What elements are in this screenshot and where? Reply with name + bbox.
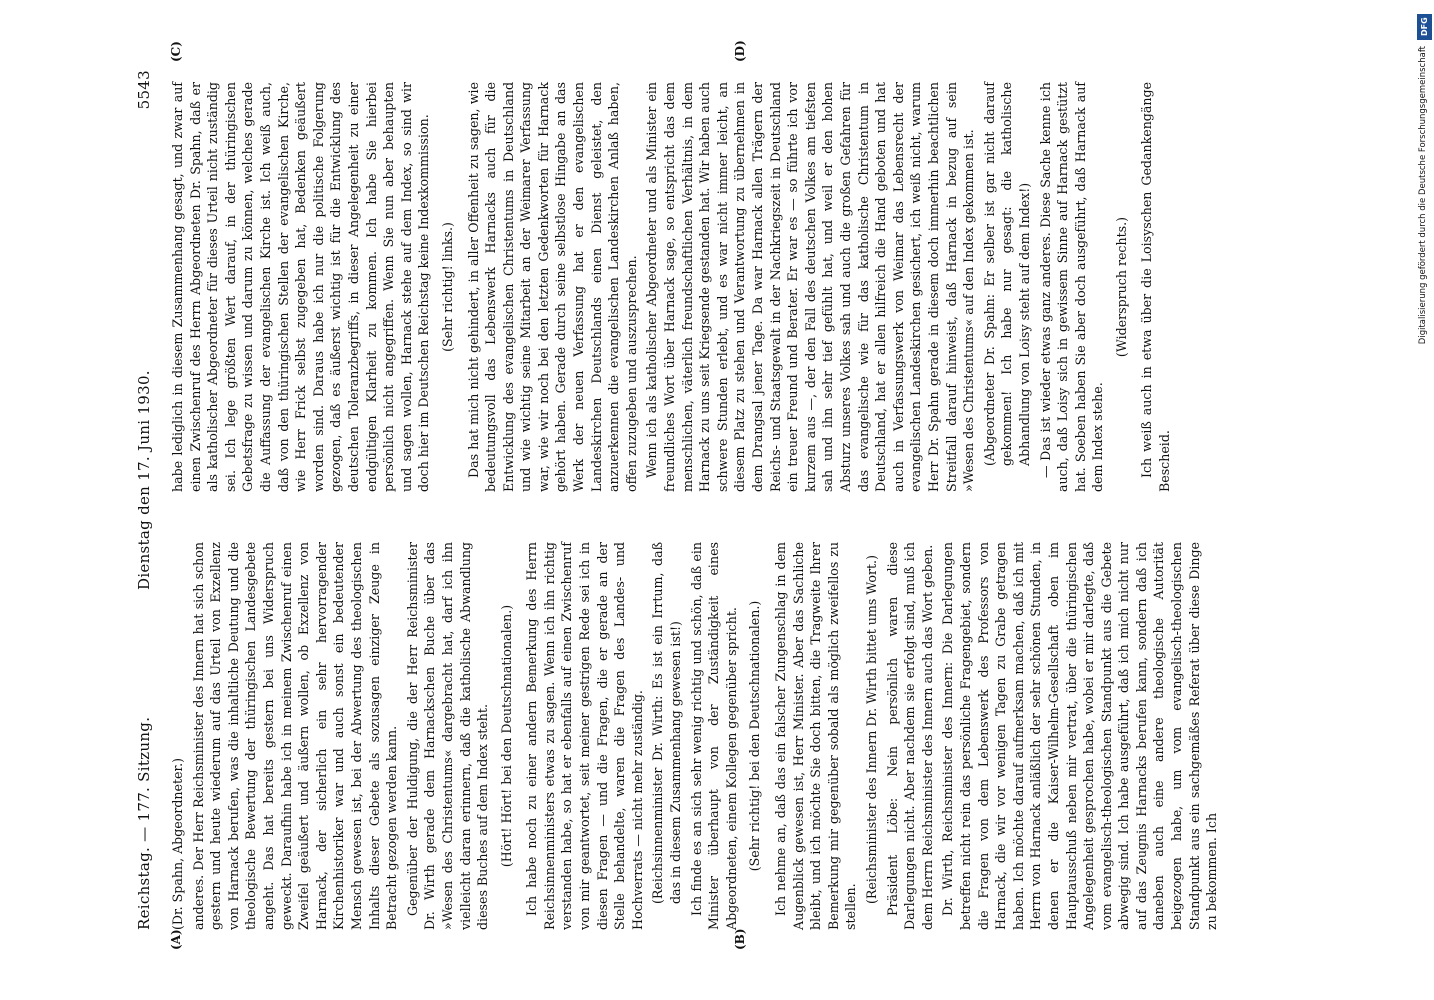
interjection: (Sehr richtig! links.) — [439, 222, 455, 352]
header-date: Dienstag den 17. Juni 1930. — [135, 370, 153, 590]
header-left: Reichstag. — 177. Sitzung. — [135, 716, 153, 930]
interjection: (Reichsminister des Innern Dr. Wirth bittet ums Wort.) — [863, 555, 879, 904]
paragraph: Dr. Wirth, Reichsminister des Innern: Die Darlegungen betreffen nicht rein das persönliche Fragengebiet, sondern die Fragen von dem Lebenswerk des Professors von Harnack, die wir vor wenigen Tagen zu Grabe getragen haben. Ich möchte darauf aufmerksam machen, daß ich mit Herrn von Harnack anläßlich der sehr schönen Stunden, in denen er die Kaiser-Wilhelm-Gesellschaft oben im Hauptausschuß neben mir vertrat, über die thüringischen Angelegenheit gesprochen habe, wobei er mir darlegte, daß vom evangelisch-theologischen Standpunkt aus die Gebete abwegig sind. Ich habe ausgeführt, daß ich mich nicht nur auf das Zeugnis Harnacks berufen kann, sondern daß ich daneben auch eine andere theologische Autorität beigezogen habe, um vom evangelisch-theologischen Standpunkt aus ein sachgemäßes Referat über diese Dinge zu bekommen. Ich — [940, 542, 1220, 930]
paragraph: Wenn ich als katholischer Abgeordneter und als Minister ein freundliches Wort über Harnack sage, so entspricht das dem menschlichen, väterlich freundschaftlichen Verhältnis, in dem Harnack zu uns seit Kriegsende gestanden hat. Wir haben auch schwere Stunden erlebt, und es war nicht immer leicht, an diesem Platz zu stehen und Verantwortung zu übernehmen in dem Drangsal jener Tage. Da war Harnack allen Trägern der Reichs- und Staatsgewalt in der Nachkriegszeit in Deutschland ein treuer Freund und Berater. Er war es — so führte ich vor kurzem aus —, der den Fall des deutschen Volkes am tiefsten sah und ihn sehr tief gefühlt hat, und weil er den hohen Absturz unseres Volkes sah und auch die großen Gefahren für das evangelische wie für das katholische Christentum in Deutschland, hat er allen hilfreich die Hand geboten und hat auch in Verfassungswerk von Weimar das Lebensrecht der evangelischen Landeskirchen gesichert, ich weiß nicht, warum Herr Dr. Spahn gerade in diesem doch immerhin beachtlichen Streitfall darauf hinweist, daß Harnack in bezug auf sein »Wesen des Christentums« auf den Index gekommen ist. — [644, 82, 977, 492]
right-text-column — [169, 82, 1177, 492]
dfg-logo: DFG — [1417, 14, 1432, 40]
margin-marker-a: (A) — [169, 929, 183, 950]
paragraph: habe lediglich in diesem Zusammenhang gesagt, und zwar auf einen Zwischenruf des Herrn Abgeordneten Dr. Spahn, daß er als katholischer Abgeordneter für dieses Urteil nicht zuständig sei. Ich lege größten Wert darauf, in der thüringischen Gebetsfrage zu wissen und darum zu können, welches gerade die Auffassung der evangelischen Kirche ist. Ich weiß auch, daß von den thüringischen Stellen der evangelischen Kirche, wie Herr Frick selbst zugegeben hat, Bedenken geäußert worden sind. Daraus habe ich nur die politische Folgerung gezogen, daß es äußerst wichtig ist für die Entwicklung des deutschen Toleranzbegriffs, in dieser Angelegenheit zu einer endgültigen Klarheit zu kommen. Ich habe Sie hierbei persönlich nicht angegriffen. Wenn Sie nun aber behaupten und sagen wollen, Harnack stehe auf dem Index, so sind wir doch hier im Deutschen Reichstag keine Indexkommission. — [170, 82, 432, 492]
paragraph: Ich finde es an sich sehr wenig richtig und schön, daß ein Minister überhaupt von der Zuständigkeit eines Abgeordneten, einem Kollegen gegenüber spricht. — [688, 542, 739, 930]
digitization-credit — [1416, 10, 1434, 990]
margin-marker-b: (B) — [733, 928, 747, 950]
interjection: (Widerspruch rechts.) — [1113, 216, 1129, 358]
paragraph: Ich habe noch zu einer andern Bemerkung des Herrn Reichsinnenministers etwas zu sagen. Wenn ich ihn richtig verstanden habe, so hat er ebenfalls auf einen Zwischenruf von mir geantwortet, seit meiner gestrigen Rede sei ich in diesen Fragen — und die Fragen, die er gerade an der Stelle behandelte, waren die Fragen des Landes- und Hochverrats — nicht mehr zuständig. — [524, 542, 645, 930]
paragraph: Ich weiß auch in etwa über die Loisyschen Gedankengänge Bescheid. — [1139, 82, 1173, 492]
paragraph: anderes. Der Herr Reichsminister des Innern hat sich schon gestern und heute wiederum auf das Urteil von Exzellenz von Harnack berufen, was die inhaltliche Deutung und die theologische Bewertung der thüringischen Landesgebete angeht. Das hat bereits gestern bei uns Widerspruch geweckt. Daraufhin habe ich in meinem Zwischenruf einen Zweifel geäußert und äußern wollen, ob Exzellenz von Harnack, der sicherlich ein sehr hervorragender Kirchenhistoriker war und auch sonst ein bedeutender Mensch gewesen ist, bei der Abwertung des theologischen Inhalts dieser Gebete als sozusagen einziger Zeuge in Betracht gezogen werden kann. — [190, 542, 400, 930]
margin-marker-c: (C) — [169, 41, 183, 62]
page-number: 5543 — [135, 70, 153, 110]
speaker-line: (Dr. Spahn, Abgeordneter.) — [170, 757, 185, 930]
paragraph: Präsident Löbe: Nein persönlich waren diese Darlegungen nicht. Aber nachdem sie erfolgt sind, muß ich dem Herrn Reichsminister des Innern auch das Wort geben. — [884, 542, 935, 930]
paragraph: Das hat mich nicht gehindert, in aller Offenheit zu sagen, wie bedeutungsvoll das Lebenswerk Harnacks auch für die Entwicklung des evangelischen Christentums in Deutschland und wie wichtig seine Mitarbeit an der Weimarer Verfassung war, wie wir noch bei den letzten Gedenkworten für Harnack gehört haben. Gerade durch seine selbstlose Hingabe an das Werk der neuen Verfassung hat er den evangelischen Landeskirchen Deutschlands einen Dienst geleistet, den anzuerkennen die evangelischen Landeskirchen Anlaß haben, offen zuzugeben und auszusprechen. — [465, 82, 639, 492]
interjection: (Hört! Hört! bei den Deutschnationalen.) — [498, 604, 514, 868]
left-text-column — [169, 542, 1224, 930]
interjection: (Reichsinnenminister Dr. Wirth: Es ist ein Irrtum, daß das in diesem Zusammenhang gewesen ist!) — [650, 542, 684, 904]
margin-marker-d: (D) — [733, 40, 747, 62]
paragraph: Ich nehme an, daß das ein falscher Zungenschlag in dem Augenblick gewesen ist, Herr Minister. Aber das Sachliche bleibt, und ich möchte Sie doch bitten, die Tragweite Ihrer Bemerkung mir gegenüber sobald als möglich zweifellos zu stellen. — [773, 542, 859, 930]
interjection: (Sehr richtig! bei den Deutschnationalen.) — [747, 600, 763, 872]
paragraph: — Das ist wieder etwas ganz anderes. Diese Sache kenne ich auch, daß Loisy sich in gewissem Sinne auf Harnack gestützt hat. Soeben haben Sie aber doch ausgeführt, daß Harnack auf dem Index stehe. — [1037, 82, 1106, 492]
paragraph: Gegenüber der Huldigung, die der Herr Reichsminister Dr. Wirth gerade dem Harnackschen Buche über das »Wesen des Christentums« dargebracht hat, darf ich ihn vielleicht daran erinnern, daß die katholische Abwandlung dieses Buches auf dem Index steht. — [404, 542, 491, 930]
rotated-document-page — [117, 40, 1337, 950]
page-header — [135, 70, 159, 930]
interjection: (Abgeordneter Dr. Spahn: Er selber ist gar nicht darauf gekommen! Ich habe nur gesagt: die katholische Abhandlung von Loisy steht auf dem Index!) — [981, 82, 1032, 466]
credit-text: Digitalisierung gefördert durch die Deutsche Forschungsgemeinschaft — [1418, 46, 1428, 345]
